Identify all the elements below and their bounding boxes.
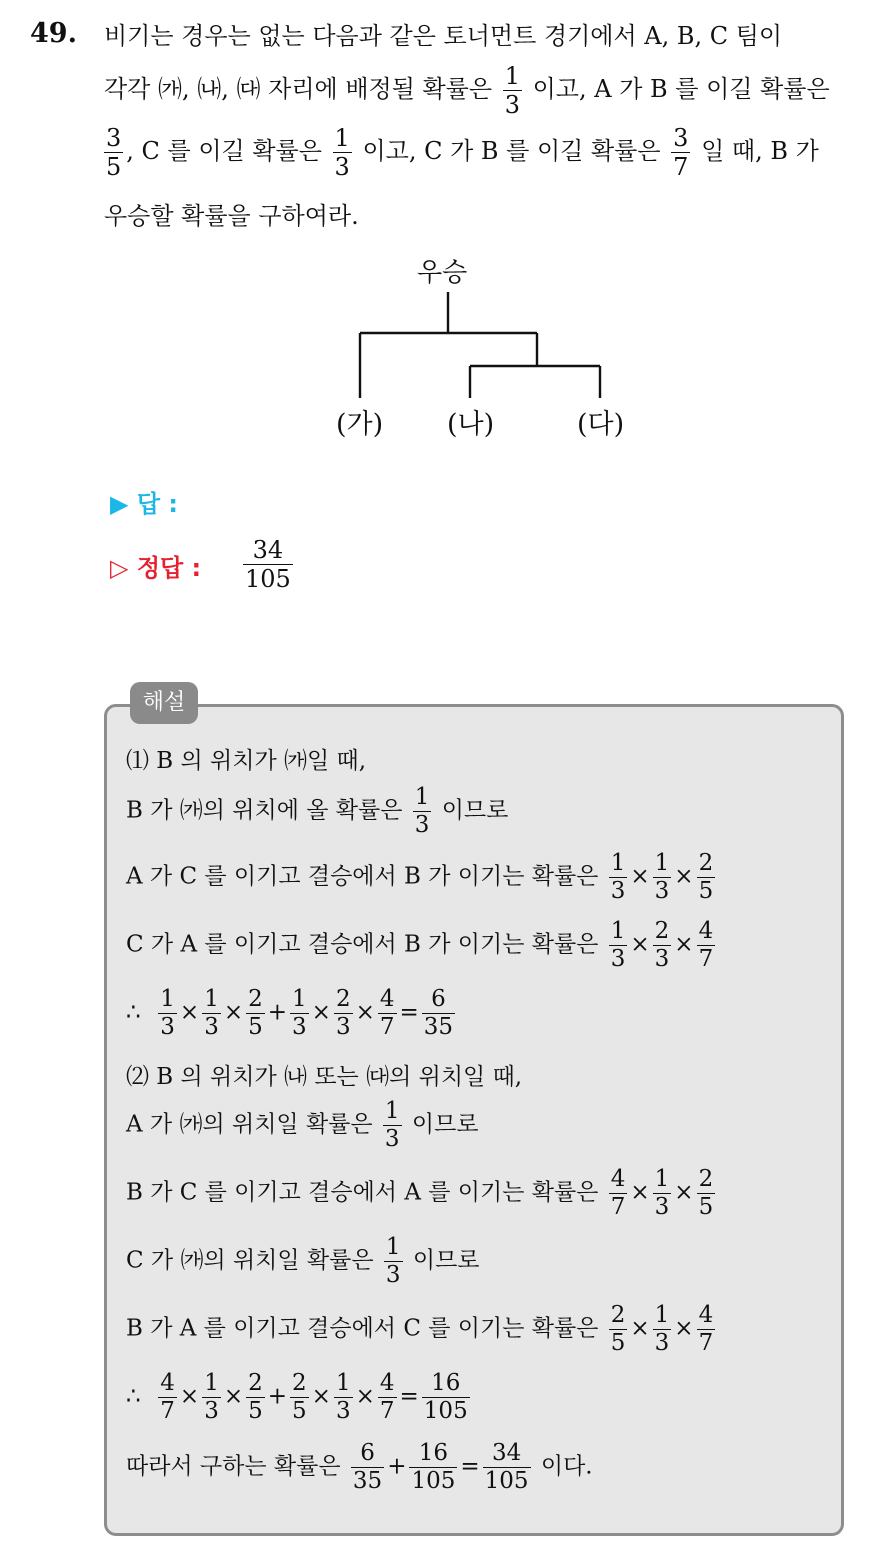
fraction: $\frac{1}{3}$	[654, 1166, 670, 1220]
fraction: $\frac{2}{5}$	[698, 1166, 714, 1220]
problem-number: 49.	[30, 18, 77, 49]
bracket-slot-a: (가)	[336, 409, 384, 440]
fraction: $\frac{1}{3}$	[414, 784, 430, 838]
fraction: $\frac{34}{105}$	[245, 536, 291, 593]
fraction: $\frac{1}{3}$	[204, 986, 219, 1040]
fraction: $\frac{3}{5}$	[106, 124, 122, 181]
solution-line-1: ⑴ B 의 위치가 ㈎일 때,	[126, 748, 367, 774]
solution-line-8: B 가 C 를 이기고 결승에서 A 를 이기는 확률은 $\frac{4}{7}$ × $\frac{1}{3}$ × $\frac{2}{5}$	[126, 1166, 714, 1220]
fraction: $\frac{1}{3}$	[654, 1302, 670, 1356]
answer-correct-value	[240, 538, 296, 591]
fraction: $\frac{16}{105}$	[423, 1370, 468, 1424]
tournament-bracket	[0, 0, 884, 460]
solution-line-10: B 가 A 를 이기고 결승에서 C 를 이기는 확률은 $\frac{2}{5}$ × $\frac{1}{3}$ × $\frac{4}{7}$	[126, 1302, 714, 1356]
fraction: $\frac{16}{105}$	[411, 1440, 456, 1494]
fraction: $\frac{1}{3}$	[610, 918, 626, 972]
fraction: $\frac{1}{3}$	[504, 62, 520, 119]
fraction: $\frac{1}{3}$	[610, 850, 626, 904]
fraction: $\frac{2}{3}$	[654, 918, 670, 972]
fraction: $\frac{1}{3}$	[292, 986, 307, 1040]
fraction: $\frac{1}{3}$	[334, 124, 350, 181]
fraction: $\frac{1}{3}$	[385, 1234, 401, 1288]
problem-line-3: $\frac{3}{5}$ , C 를 이길 확률은 $\frac{1}{3}$ 이고, C 가 B 를 이길 확률은 $\frac{3}{7}$ 일 때, B 가	[106, 124, 819, 181]
bracket-winner-label: 우승	[417, 258, 468, 288]
solution-line-5: ∴ $\frac{1}{3}$ × $\frac{1}{3}$ × $\frac{2}{5}$ + $\frac{1}{3}$ × $\frac{2}{3}$ × $\frac{4}{7}$ = $\frac{6}{35}$	[126, 986, 454, 1040]
fraction: $\frac{6}{35}$	[423, 986, 454, 1040]
solution-line-3: A 가 C 를 이기고 결승에서 B 가 이기는 확률은 $\frac{1}{3}$ × $\frac{1}{3}$ × $\frac{2}{5}$	[126, 850, 714, 904]
fraction: $\frac{1}{3}$	[654, 850, 670, 904]
answer-blank-label: ▶ 답 :	[110, 490, 178, 518]
problem-line-1: 비기는 경우는 없는 다음과 같은 토너먼트 경기에서 A, B, C 팀이	[104, 22, 783, 50]
solution-line-11: ∴ $\frac{4}{7}$ × $\frac{1}{3}$ × $\frac{2}{5}$ + $\frac{2}{5}$ × $\frac{1}{3}$ × $\frac{4}{7}$ = $\frac{16}{105}$	[126, 1370, 468, 1424]
fraction: $\frac{2}{5}$	[248, 1370, 263, 1424]
fraction: $\frac{4}{7}$	[379, 986, 395, 1040]
fraction: $\frac{2}{5}$	[610, 1302, 626, 1356]
fraction: $\frac{1}{3}$	[335, 1370, 351, 1424]
fraction: $\frac{34}{105}$	[484, 1440, 529, 1494]
solution-line-6: ⑵ B 의 위치가 ㈏ 또는 ㈐의 위치일 때,	[126, 1064, 523, 1090]
fraction: $\frac{2}{5}$	[292, 1370, 307, 1424]
solution-line-2: B 가 ㈎의 위치에 올 확률은 $\frac{1}{3}$ 이므로	[126, 784, 509, 838]
fraction: $\frac{3}{7}$	[673, 124, 689, 181]
fraction: $\frac{2}{3}$	[335, 986, 351, 1040]
solution-line-4: C 가 A 를 이기고 결승에서 B 가 이기는 확률은 $\frac{1}{3}$ × $\frac{2}{3}$ × $\frac{4}{7}$	[126, 918, 714, 972]
solution-tab: 해설	[130, 682, 198, 724]
problem-line-2: 각각 ㈎, ㈏, ㈐ 자리에 배정될 확률은 $\frac{1}{3}$ 이고, A 가 B 를 이길 확률은	[104, 62, 830, 119]
fraction: $\frac{2}{5}$	[248, 986, 263, 1040]
fraction: $\frac{1}{3}$	[384, 1098, 400, 1152]
fraction: $\frac{4}{7}$	[160, 1370, 175, 1424]
problem-line-4: 우승할 확률을 구하여라.	[104, 202, 359, 230]
solution-line-7: A 가 ㈎의 위치일 확률은 $\frac{1}{3}$ 이므로	[126, 1098, 479, 1152]
fraction: $\frac{1}{3}$	[204, 1370, 219, 1424]
fraction: $\frac{4}{7}$	[610, 1166, 626, 1220]
fraction: $\frac{4}{7}$	[698, 918, 714, 972]
fraction: $\frac{1}{3}$	[160, 986, 175, 1040]
fraction: $\frac{6}{35}$	[352, 1440, 383, 1494]
answer-correct-label: ▷ 정답 :	[110, 554, 202, 582]
fraction: $\frac{4}{7}$	[698, 1302, 714, 1356]
bracket-lines	[0, 0, 884, 460]
fraction: $\frac{2}{5}$	[698, 850, 714, 904]
fraction: $\frac{4}{7}$	[379, 1370, 395, 1424]
bracket-slot-b: (나)	[447, 409, 495, 440]
bracket-slot-c: (다)	[577, 409, 625, 440]
solution-line-9: C 가 ㈎의 위치일 확률은 $\frac{1}{3}$ 이므로	[126, 1234, 480, 1288]
solution-line-12: 따라서 구하는 확률은 $\frac{6}{35}$ + $\frac{16}{105}$ = $\frac{34}{105}$ 이다.	[126, 1440, 593, 1494]
